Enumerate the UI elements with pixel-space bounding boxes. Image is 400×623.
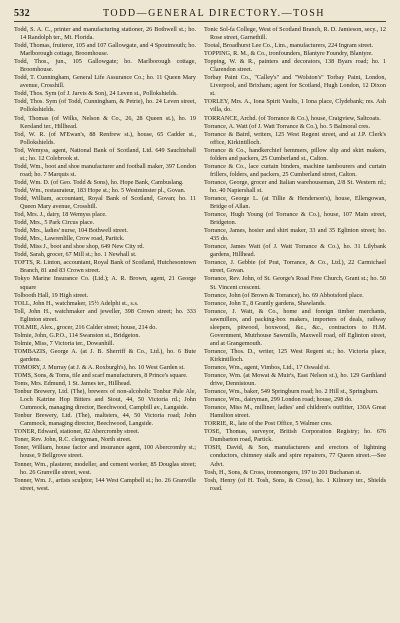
directory-entry: TOMS, Sons, & Toms, tile and scarf manufacturers, 8 Prince's square. [14, 372, 188, 380]
directory-entry: Tolmie, John, G.P.O., 114 Swanston st., Bridgeton. [14, 331, 141, 339]
directory-entry: Torrance, J. Gebbie (of Prat, Torrance, & Co., Ltd.), 22 Carmichael street, Govan. [204, 259, 386, 275]
directory-entry: Todd, Thomas, fruiterer, 105 and 107 Gallowgate, and 4 Spoutmouth; ho. Marlborough cottage, Broomhouse. [14, 42, 196, 58]
directory-entry: TOLMIE, Alex., grocer, 216 Calder street; house, 214 do. [14, 323, 157, 331]
directory-entry: TORRIE, R., late of the Post Office, 5 Walmer cres. [204, 420, 333, 428]
directory-entry: Torrance, J. Watt, & Co., home and foreign timber merchants, sawmillers, and packing-box makers, importers of deals, railway sleepers, pitwood, boxwood, &c., &c., contractors to H.M. Government, Mutrhouse Sawmills, Maxwell road, off Eglinton street, and at Grangemouth. [204, 307, 386, 347]
directory-entry: Todd, Thos., jun., 105 Gallowgate; ho. Marlborough cottage, Broomhouse. [14, 58, 196, 74]
directory-entry: TOMORY, J. Murray (at J. & A. Roxburgh's), ho. 10 West Garden st. [14, 363, 185, 371]
directory-entry: TOSE, Thomas, surveyor, British Corporation Registry; ho. 676 Dumbarton road, Partick. [204, 428, 386, 444]
columns [14, 26, 386, 618]
directory-entry: Torrance, Wm., agent, Vimbos, Ltd., 17 Oswald st. [204, 363, 330, 371]
page-number: 532 [14, 8, 30, 19]
directory-entry: Todd, Mrs., ladies' nurse, 104 Bothwell street. [14, 227, 128, 235]
directory-entry: TONER, Edward, stationer, 82 Abercromby street. [14, 428, 140, 436]
directory-entry: Toner, William, house factor and insurance agent, 100 Abercromby st.; house, 9 Bellgrove street. [14, 444, 196, 460]
directory-entry: Torrance & Baird, writers, 125 West Regent street, and at J.P. Clerk's office, Kirkintilloch. [204, 130, 386, 146]
page-header [14, 8, 386, 22]
directory-entry: TORLEY, Mrs. A., Iona Spirit Vaults, 1 Iona place, Clydebank; res. Ash villa, do. [204, 98, 386, 114]
directory-entry: Torrance, Wm., baker, 549 Springburn road; ho. 2 Hill st., Springburn. [204, 388, 379, 396]
directory-entry: Todd, Sarah, grocer, 67 Mill st.; ho. 1 Newhall st. [14, 251, 137, 259]
directory-entry: Toner, Rev. John, R.C. clergyman, North street. [14, 436, 132, 444]
directory-entry: Tolmie, Miss, 7 Victoria ter., Dowanhill. [14, 339, 115, 347]
directory-entry: Todd, Wm., boot and shoe manufacturer and football maker, 397 London road; ho. 7 Marquis st. [14, 162, 196, 178]
directory-entry: Tod, W. R. (of M'Ewan's, 88 Renfrew st.), house, 65 Cadder st., Pollokshields. [14, 130, 196, 146]
directory-entry: Torrance, George, grocer and Italian warehouseman, 2/8 St. Western rd.; ho. 40 Napiershall st. [204, 178, 386, 194]
directory-entry: Topping, W. & R., painters and decorators, 138 Byars road; ho. 1 Clarendon street. [204, 58, 386, 74]
directory-entry: Torrance, James Watt (of J. Watt Torrance & Co.), ho. 31 Lilybank gardens, Hillhead. [204, 243, 386, 259]
directory-entry: TOLL, John H., watchmaker, 15½ Adelphi st., s.s. [14, 299, 139, 307]
directory-entry: Tolbooth Hall, 19 High street. [14, 291, 89, 299]
directory-entry: Tootal, Broadhurst Lee Co., Lim., manufacturers, 224 Ingram street. [204, 42, 374, 50]
directory-entry: Tod, Mrs. J., dairy, 18 Wemyss place. [14, 211, 107, 219]
directory-entry: Tonic Sol-fa College, West of Scotland Branch, R. D. Jamieson, secy., 12 Rose street, Garnethill. [204, 26, 386, 42]
directory-entry: Toms, Mrs. Edmund, 1 St. James ter., Hillhead. [14, 380, 132, 388]
directory-entry: Tod, Wemyss, agent, National Bank of Scotland, Ltd. 649 Sauchiehall st.; ho. 12 Colebrook st. [14, 146, 196, 162]
directory-entry: Torrance, George L. (at Tillie & Henderson's), house, Ellengowan, Bridge of Allan. [204, 194, 386, 211]
directory-entry: Tonner, Wm., plasterer, modeller, and cement worker, 85 Douglas street; ho. 26 Granville street, west. [14, 460, 196, 476]
directory-entry: TOSH, David, & Son, manufacturers and erectors of lightning conductors, chimney stalk and spire repairers, 77 Queen street.—See Advt. [204, 444, 386, 468]
directory-entry: Torrance, John (of Brown & Torrance), ho. 69 Abbotsford place. [204, 291, 364, 299]
directory-entry: Todd, Mrs., 5 Park Circus place. [14, 219, 95, 227]
directory-entry: Todd, Wm., restaurateur, 183 Hope st.; ho. 5 Westminster pl., Govan. [14, 186, 186, 194]
directory-entry: Torrance, Rev. John, of St. George's Road Free Church, Grant st.; ho. 50 St. Vincent crescent. [204, 275, 386, 291]
directory-entry: Toll, John H., watchmaker and jeweller, 398 Crown street; ho. 333 Eglinton street. [14, 307, 196, 323]
directory-entry: Tonner, Wm. J., artists sculptor, 144 West Campbell st.; ho. 26 Granville street, west. [14, 476, 196, 492]
directory-entry: TORRANCE, Archd. (of Torrance & Co.), house, Craigview, Saltcoats. [204, 114, 381, 122]
directory-entry: Torrance, Thos. D., writer, 125 West Regent st.; ho. Victoria place, Kirkintilloch. [204, 347, 386, 363]
directory-entry: Torrance, James, hosier and shirt maker, 33 and 35 Eglinton street; ho. 435 do. [204, 227, 386, 243]
directory-entry: Tokyo Marine Insurance Co. (Ltd.); A. R. Brown, agent, 21 George square [14, 275, 196, 291]
directory-entry: Torbay Paint Co., "Calley's" and "Wolston's" Torbay Paint, London, Liverpool, and Brixham; agent for Scotland, Hugh London, 12 Dixon st. [204, 74, 386, 98]
directory-entry: Torrance, Miss M., milliner, ladies' and children's outfitter, 130A Great Hamilton street. [204, 404, 386, 420]
directory-entry: Tonbur Brewery, Ltd. (The), brewers of non-alcoholic Tonbur Pale Ale, Loch Katrine Hop Bitters and Stout, 44, 50 Victoria rd.; John Cummock, managing director, Beechwood, Campbill av., Langside. [14, 388, 196, 412]
directory-entry: Tonbur Brewery, Ltd. (The), maltsters, 44, 50 Victoria road; John Cammock, managing director, Beechwood, Langside. [14, 412, 196, 428]
directory-entry: Tod, Thomas (of Wilks, Nelson & Co., 26, 28 Queen st.), ho. 19 Kersland ter., Hillhead. [14, 114, 196, 130]
directory-entry: Todd, Thos. Sym (of Todd, Cunningham, & Petrie), ho. 24 Leven street, Pollokshields. [14, 98, 196, 114]
directory-entry: Todd, T. Cunningham, General Life Assurance Co.; ho. 11 Queen Mary avenue, Crosshill. [14, 74, 196, 90]
directory-entry: Torrance & Co., lace curtain binders, machine tambourers and curtain frillers, folders, and packers, 25 Cumberland street, Calton. [204, 162, 386, 178]
directory-entry: Todd, Thos. Sym (of J. Jarvis & Son), 24 Leven st., Pollokshields. [14, 90, 178, 98]
directory-entry: Todd, Wm. D. (of Geo. Todd & Sons), ho. Hope Bank, Cambuslang. [14, 178, 184, 186]
directory-entry: Torrance, John T., 8 Grantly gardens, Shawlands. [204, 299, 326, 307]
directory-entry: Tosh, Henry (of H. Tosh, Sons, & Cross), ho. 1 Kilmory ter., Shields road. [204, 476, 386, 492]
directory-entry: TOFTS, R. Linton, accountant, Royal Bank of Scotland, Hutchesontown Branch, 81 and 83 Crown street. [14, 259, 196, 275]
left-column [14, 26, 196, 618]
directory-entry: Torrance & Co., handkerchief hemmers, pillow slip and skirt makers, folders and packers, 25 Cumberland st., Calton. [204, 146, 386, 162]
directory-entry: TOPPING, R. M., & Co., ironfounders, Blantyre Foundry, Blantyre. [204, 50, 373, 58]
directory-entry: Torrance, Wm., dairyman, 299 London road; house, 298 do. [204, 396, 353, 404]
running-title: TODD—GENERAL DIRECTORY.—TOSH [102, 8, 325, 19]
directory-entry: Torrance, Hugh Young (of Torrance & Co.), house, 107 Main street, Bridgeton. [204, 211, 386, 227]
directory-entry: Todd, William, accountant, Royal Bank of Scotland, Govan; ho. 11 Queen Mary avenue, Crosshill. [14, 194, 196, 211]
directory-entry: Torrance, Wm. (at Mowat & Muir's, East Nelson st.), ho. 129 Garthland drive, Dennistoun. [204, 372, 386, 388]
directory-entry: Todd, S. A. C., printer and manufacturing stationer, 26 Bothwell st.; ho. 14 Randolph ter., Mt. Florida. [14, 26, 196, 42]
right-column [204, 26, 386, 618]
directory-entry: Tosh, H., Sons, & Cross, ironmongers, 197 to 201 Buchanan st. [204, 468, 362, 476]
directory-entry: Torrance, A. Watt (of J. Watt Torrance & Co.), ho. 5 Balmoral cres. [204, 122, 371, 130]
directory-entry: TOMBAZIS, George A. (at J. B. Sherriff & Co., Ltd.), ho. 6 Bute gardens. [14, 347, 196, 363]
directory-entry: Todd, Mrs., Lawrenlille, Crow road, Partick. [14, 235, 125, 243]
directory-entry: Todd, Miss J., boot and shoe shop, 649 New City rd. [14, 243, 145, 251]
